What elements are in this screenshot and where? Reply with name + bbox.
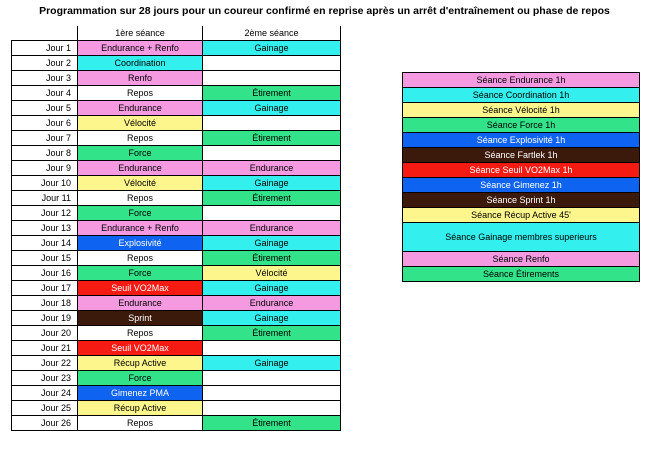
legend-row [403,163,640,178]
second-session-cell: Gainage [203,311,341,326]
table-row [12,296,341,311]
legend-row [403,103,640,118]
first-session-cell: Endurance [78,296,203,311]
second-session-cell: Étirement [203,251,341,266]
legend-row [403,73,640,88]
second-session-cell [203,56,341,71]
second-session-cell [203,116,341,131]
second-session-cell: Gainage [203,356,341,371]
second-session-cell [203,386,341,401]
first-session-cell: Force [78,146,203,161]
day-cell: Jour 16 [12,266,78,281]
legend-row [403,148,640,163]
day-cell: Jour 11 [12,191,78,206]
legend-item: Séance Vélocité 1h [403,103,640,118]
table-row [12,101,341,116]
second-session-cell: Endurance [203,296,341,311]
day-cell: Jour 9 [12,161,78,176]
legend-item: Séance Étirements [403,267,640,282]
first-session-cell: Repos [78,416,203,431]
legend-row [403,208,640,223]
second-session-cell: Étirement [203,326,341,341]
table-row [12,311,341,326]
header-day [12,26,78,41]
day-cell: Jour 5 [12,101,78,116]
table-row [12,56,341,71]
table-header-row [12,26,341,41]
second-session-cell [203,71,341,86]
day-cell: Jour 7 [12,131,78,146]
first-session-cell: Repos [78,131,203,146]
table-row [12,401,341,416]
first-session-cell: Endurance + Renfo [78,41,203,56]
table-row [12,41,341,56]
table-row [12,236,341,251]
legend-row [403,223,640,252]
first-session-cell: Seuil VO2Max [78,341,203,356]
table-row [12,416,341,431]
second-session-cell: Gainage [203,101,341,116]
day-cell: Jour 25 [12,401,78,416]
first-session-cell: Récup Active [78,356,203,371]
day-cell: Jour 3 [12,71,78,86]
second-session-cell: Gainage [203,281,341,296]
day-cell: Jour 10 [12,176,78,191]
second-session-cell [203,146,341,161]
day-cell: Jour 4 [12,86,78,101]
second-session-cell: Endurance [203,161,341,176]
first-session-cell: Repos [78,191,203,206]
training-plan-table [11,26,341,431]
day-cell: Jour 17 [12,281,78,296]
header-first-session: 1ère séance [78,26,203,41]
legend-item: Séance Gainage membres superieurs [403,223,640,252]
table-row [12,371,341,386]
table-row [12,191,341,206]
second-session-cell: Gainage [203,176,341,191]
second-session-cell [203,341,341,356]
first-session-cell: Sprint [78,311,203,326]
table-row [12,356,341,371]
table-row [12,131,341,146]
day-cell: Jour 23 [12,371,78,386]
legend-item: Séance Renfo [403,252,640,267]
second-session-cell [203,401,341,416]
legend-item: Séance Explosivité 1h [403,133,640,148]
header-second-session: 2ème séance [203,26,341,41]
first-session-cell: Vélocité [78,116,203,131]
first-session-cell: Vélocité [78,176,203,191]
legend-item: Séance Force 1h [403,118,640,133]
legend-item: Séance Gimenez 1h [403,178,640,193]
day-cell: Jour 19 [12,311,78,326]
first-session-cell: Repos [78,86,203,101]
day-cell: Jour 6 [12,116,78,131]
legend-item: Séance Récup Active 45' [403,208,640,223]
table-row [12,221,341,236]
first-session-cell: Explosivité [78,236,203,251]
day-cell: Jour 1 [12,41,78,56]
legend-item: Séance Endurance 1h [403,73,640,88]
first-session-cell: Endurance [78,101,203,116]
legend-row [403,178,640,193]
table-row [12,281,341,296]
legend-table [402,72,640,282]
first-session-cell: Seuil VO2Max [78,281,203,296]
first-session-cell: Coordination [78,56,203,71]
day-cell: Jour 13 [12,221,78,236]
second-session-cell: Vélocité [203,266,341,281]
day-cell: Jour 24 [12,386,78,401]
second-session-cell: Étirement [203,86,341,101]
legend-item: Séance Seuil VO2Max 1h [403,163,640,178]
table-row [12,71,341,86]
first-session-cell: Force [78,266,203,281]
day-cell: Jour 21 [12,341,78,356]
table-row [12,251,341,266]
first-session-cell: Renfo [78,71,203,86]
table-row [12,326,341,341]
day-cell: Jour 18 [12,296,78,311]
second-session-cell [203,206,341,221]
day-cell: Jour 15 [12,251,78,266]
legend-item: Séance Coordination 1h [403,88,640,103]
legend-item: Séance Sprint 1h [403,193,640,208]
legend-row [403,88,640,103]
table-row [12,116,341,131]
page-title: Programmation sur 28 jours pour un coureur confirmé en reprise après un arrêt d'entraînement ou phase de repos [39,5,610,17]
second-session-cell: Endurance [203,221,341,236]
first-session-cell: Endurance [78,161,203,176]
legend-row [403,193,640,208]
legend-row [403,133,640,148]
second-session-cell: Gainage [203,236,341,251]
second-session-cell: Étirement [203,131,341,146]
legend-row [403,118,640,133]
first-session-cell: Endurance + Renfo [78,221,203,236]
table-row [12,86,341,101]
day-cell: Jour 12 [12,206,78,221]
table-row [12,341,341,356]
first-session-cell: Récup Active [78,401,203,416]
table-row [12,386,341,401]
legend-row [403,252,640,267]
day-cell: Jour 26 [12,416,78,431]
day-cell: Jour 2 [12,56,78,71]
table-row [12,146,341,161]
table-row [12,206,341,221]
day-cell: Jour 20 [12,326,78,341]
legend-item: Séance Fartlek 1h [403,148,640,163]
first-session-cell: Repos [78,251,203,266]
first-session-cell: Repos [78,326,203,341]
day-cell: Jour 8 [12,146,78,161]
second-session-cell: Étirement [203,191,341,206]
first-session-cell: Force [78,371,203,386]
second-session-cell: Étirement [203,416,341,431]
second-session-cell: Gainage [203,41,341,56]
table-row [12,161,341,176]
first-session-cell: Force [78,206,203,221]
table-row [12,176,341,191]
legend-row [403,267,640,282]
day-cell: Jour 22 [12,356,78,371]
first-session-cell: Gimenez PMA [78,386,203,401]
table-row [12,266,341,281]
second-session-cell [203,371,341,386]
day-cell: Jour 14 [12,236,78,251]
